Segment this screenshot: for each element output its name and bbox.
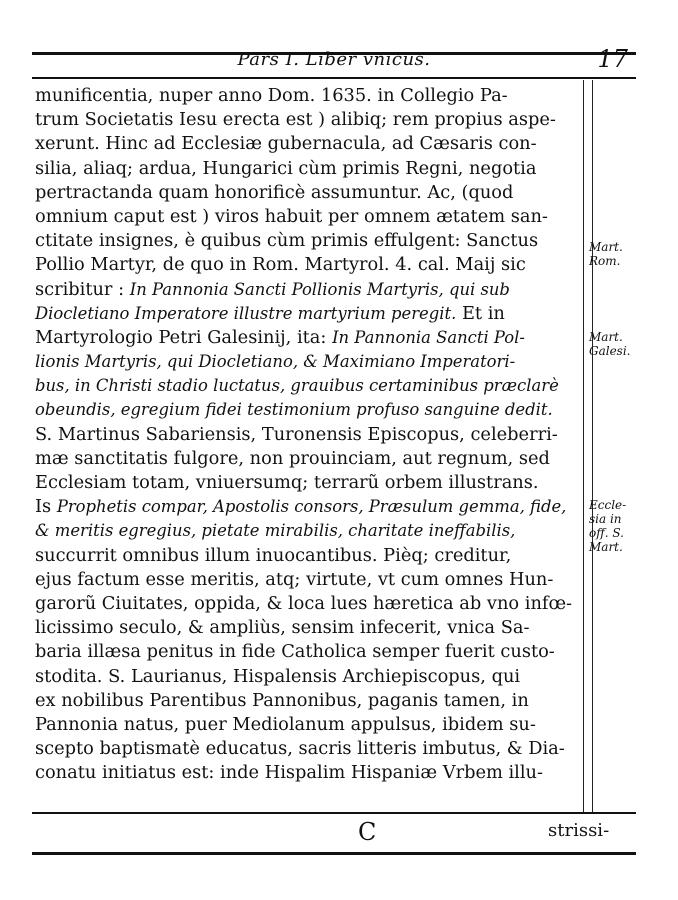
margin-note-line: Galesi. bbox=[589, 344, 631, 358]
text-line: munificentia, nuper anno Dom. 1635. in Collegio Pa- bbox=[35, 85, 508, 106]
page-number: 17 bbox=[597, 45, 628, 73]
margin-note-line: Mart. bbox=[589, 240, 623, 254]
text-line: baria illæsa penitus in fide Catholica semper fuerit custo- bbox=[35, 641, 555, 663]
text-line: Pollio Martyr, de quo in Rom. Martyrol. 4. cal. Maij sic bbox=[35, 254, 526, 276]
margin-note-ecclesia bbox=[589, 498, 647, 554]
text-line: trum Societatis Iesu erecta est ) alibiq; rem propius aspe- bbox=[35, 109, 556, 131]
margin-note-line: Rom. bbox=[589, 254, 621, 268]
text-line bbox=[35, 495, 583, 519]
margin-note-line: Mart. bbox=[589, 540, 623, 554]
text-italic: Prophetis compar, Apostolis consors, Præsulum gemma, fide, bbox=[56, 497, 567, 517]
text-line: xerunt. Hinc ad Ecclesiæ gubernacula, ad Cæsaris con- bbox=[35, 133, 537, 155]
text-line: conatu initiatus est: inde Hispalim Hispaniæ Vrbem illu- bbox=[35, 762, 544, 784]
margin-rule bbox=[583, 80, 584, 812]
text-line bbox=[35, 278, 583, 302]
page-header bbox=[32, 45, 636, 75]
footer-rule bbox=[32, 852, 636, 855]
text-line: Ecclesiam totam, vniuersumq; terrarũ orbem illustrans. bbox=[35, 472, 539, 493]
margin-note-mart-gales bbox=[589, 330, 647, 358]
margin-note-line: Eccle- bbox=[589, 498, 627, 512]
text-roman: scribitur : bbox=[35, 278, 130, 300]
text-line: ejus factum esse meritis, atq; virtute, vt cum omnes Hun- bbox=[35, 568, 554, 590]
margin-note-line: off. S. bbox=[589, 526, 624, 540]
text-line: ex nobilibus Parentibus Pannonibus, paganis tamen, in bbox=[35, 689, 529, 711]
text-line: lionis Martyris, qui Diocletiano, & Maximiano Imperatori- bbox=[35, 352, 516, 372]
header-rule bbox=[32, 77, 636, 79]
text-line bbox=[35, 326, 583, 350]
text-line: licissimo seculo, & ampliùs, sensim infecerit, vnica Sa- bbox=[35, 617, 530, 639]
text-roman: Is bbox=[35, 496, 57, 518]
margin-note-line: Mart. bbox=[589, 330, 623, 344]
text-line: stodita. S. Laurianus, Hispalensis Archiepiscopus, qui bbox=[35, 665, 521, 687]
text-line: pertractanda quam honorificè assumuntur. Ac, (quod bbox=[35, 181, 514, 203]
text-line: obeundis, egregium fidei testimonium profuso sanguine dedit. bbox=[35, 400, 553, 420]
bottom-rule bbox=[32, 812, 636, 814]
text-line: garorũ Ciuitates, oppida, & loca lues hæretica ab vno infœ- bbox=[35, 592, 573, 614]
text-line: succurrit omnibus illum inuocantibus. Pièq; creditur, bbox=[35, 544, 512, 566]
signature-mark: C bbox=[358, 818, 377, 846]
text-line: S. Martinus Sabariensis, Turonensis Episcopus, celeberri- bbox=[35, 423, 558, 445]
text-line: silia, aliaq; ardua, Hungarici cùm primis Regni, negotia bbox=[35, 157, 537, 179]
text-line: Pannonia natus, puer Mediolanum appulsus, ibidem su- bbox=[35, 713, 536, 735]
catchword: strissi- bbox=[548, 820, 610, 841]
text-line: bus, in Christi stadio luctatus, grauibus certaminibus præclarè bbox=[35, 376, 559, 396]
margin-note-mart-rom bbox=[589, 240, 647, 268]
running-head: Pars I. Liber vnicus. bbox=[237, 49, 431, 70]
text-line: mæ sanctitatis fulgore, non prouinciam, aut regnum, sed bbox=[35, 447, 550, 469]
text-line: omnium caput est ) viros habuit per omnem ætatem san- bbox=[35, 205, 548, 227]
text-line bbox=[35, 302, 583, 326]
text-line: ctitate insignes, è quibus cùm primis effulgent: Sanctus bbox=[35, 230, 539, 252]
text-roman: Et in bbox=[456, 302, 505, 324]
margin-note-line: sia in bbox=[589, 512, 622, 526]
body-text bbox=[35, 84, 583, 785]
text-line: & meritis egregius, pietate mirabilis, charitate ineffabilis, bbox=[35, 521, 516, 541]
text-italic: Diocletiano Imperatore illustre martyrium peregit. bbox=[35, 303, 457, 323]
text-italic: In Pannonia Sancti Pol- bbox=[332, 327, 525, 347]
text-line: sceptο baptismatè educatus, sacris litteris imbutus, & Dia- bbox=[35, 738, 565, 760]
text-roman: Martyrologio Petri Galesinij, ita: bbox=[35, 326, 333, 348]
text-italic: In Pannonia Sancti Pollionis Martyris, qui sub bbox=[129, 279, 510, 299]
